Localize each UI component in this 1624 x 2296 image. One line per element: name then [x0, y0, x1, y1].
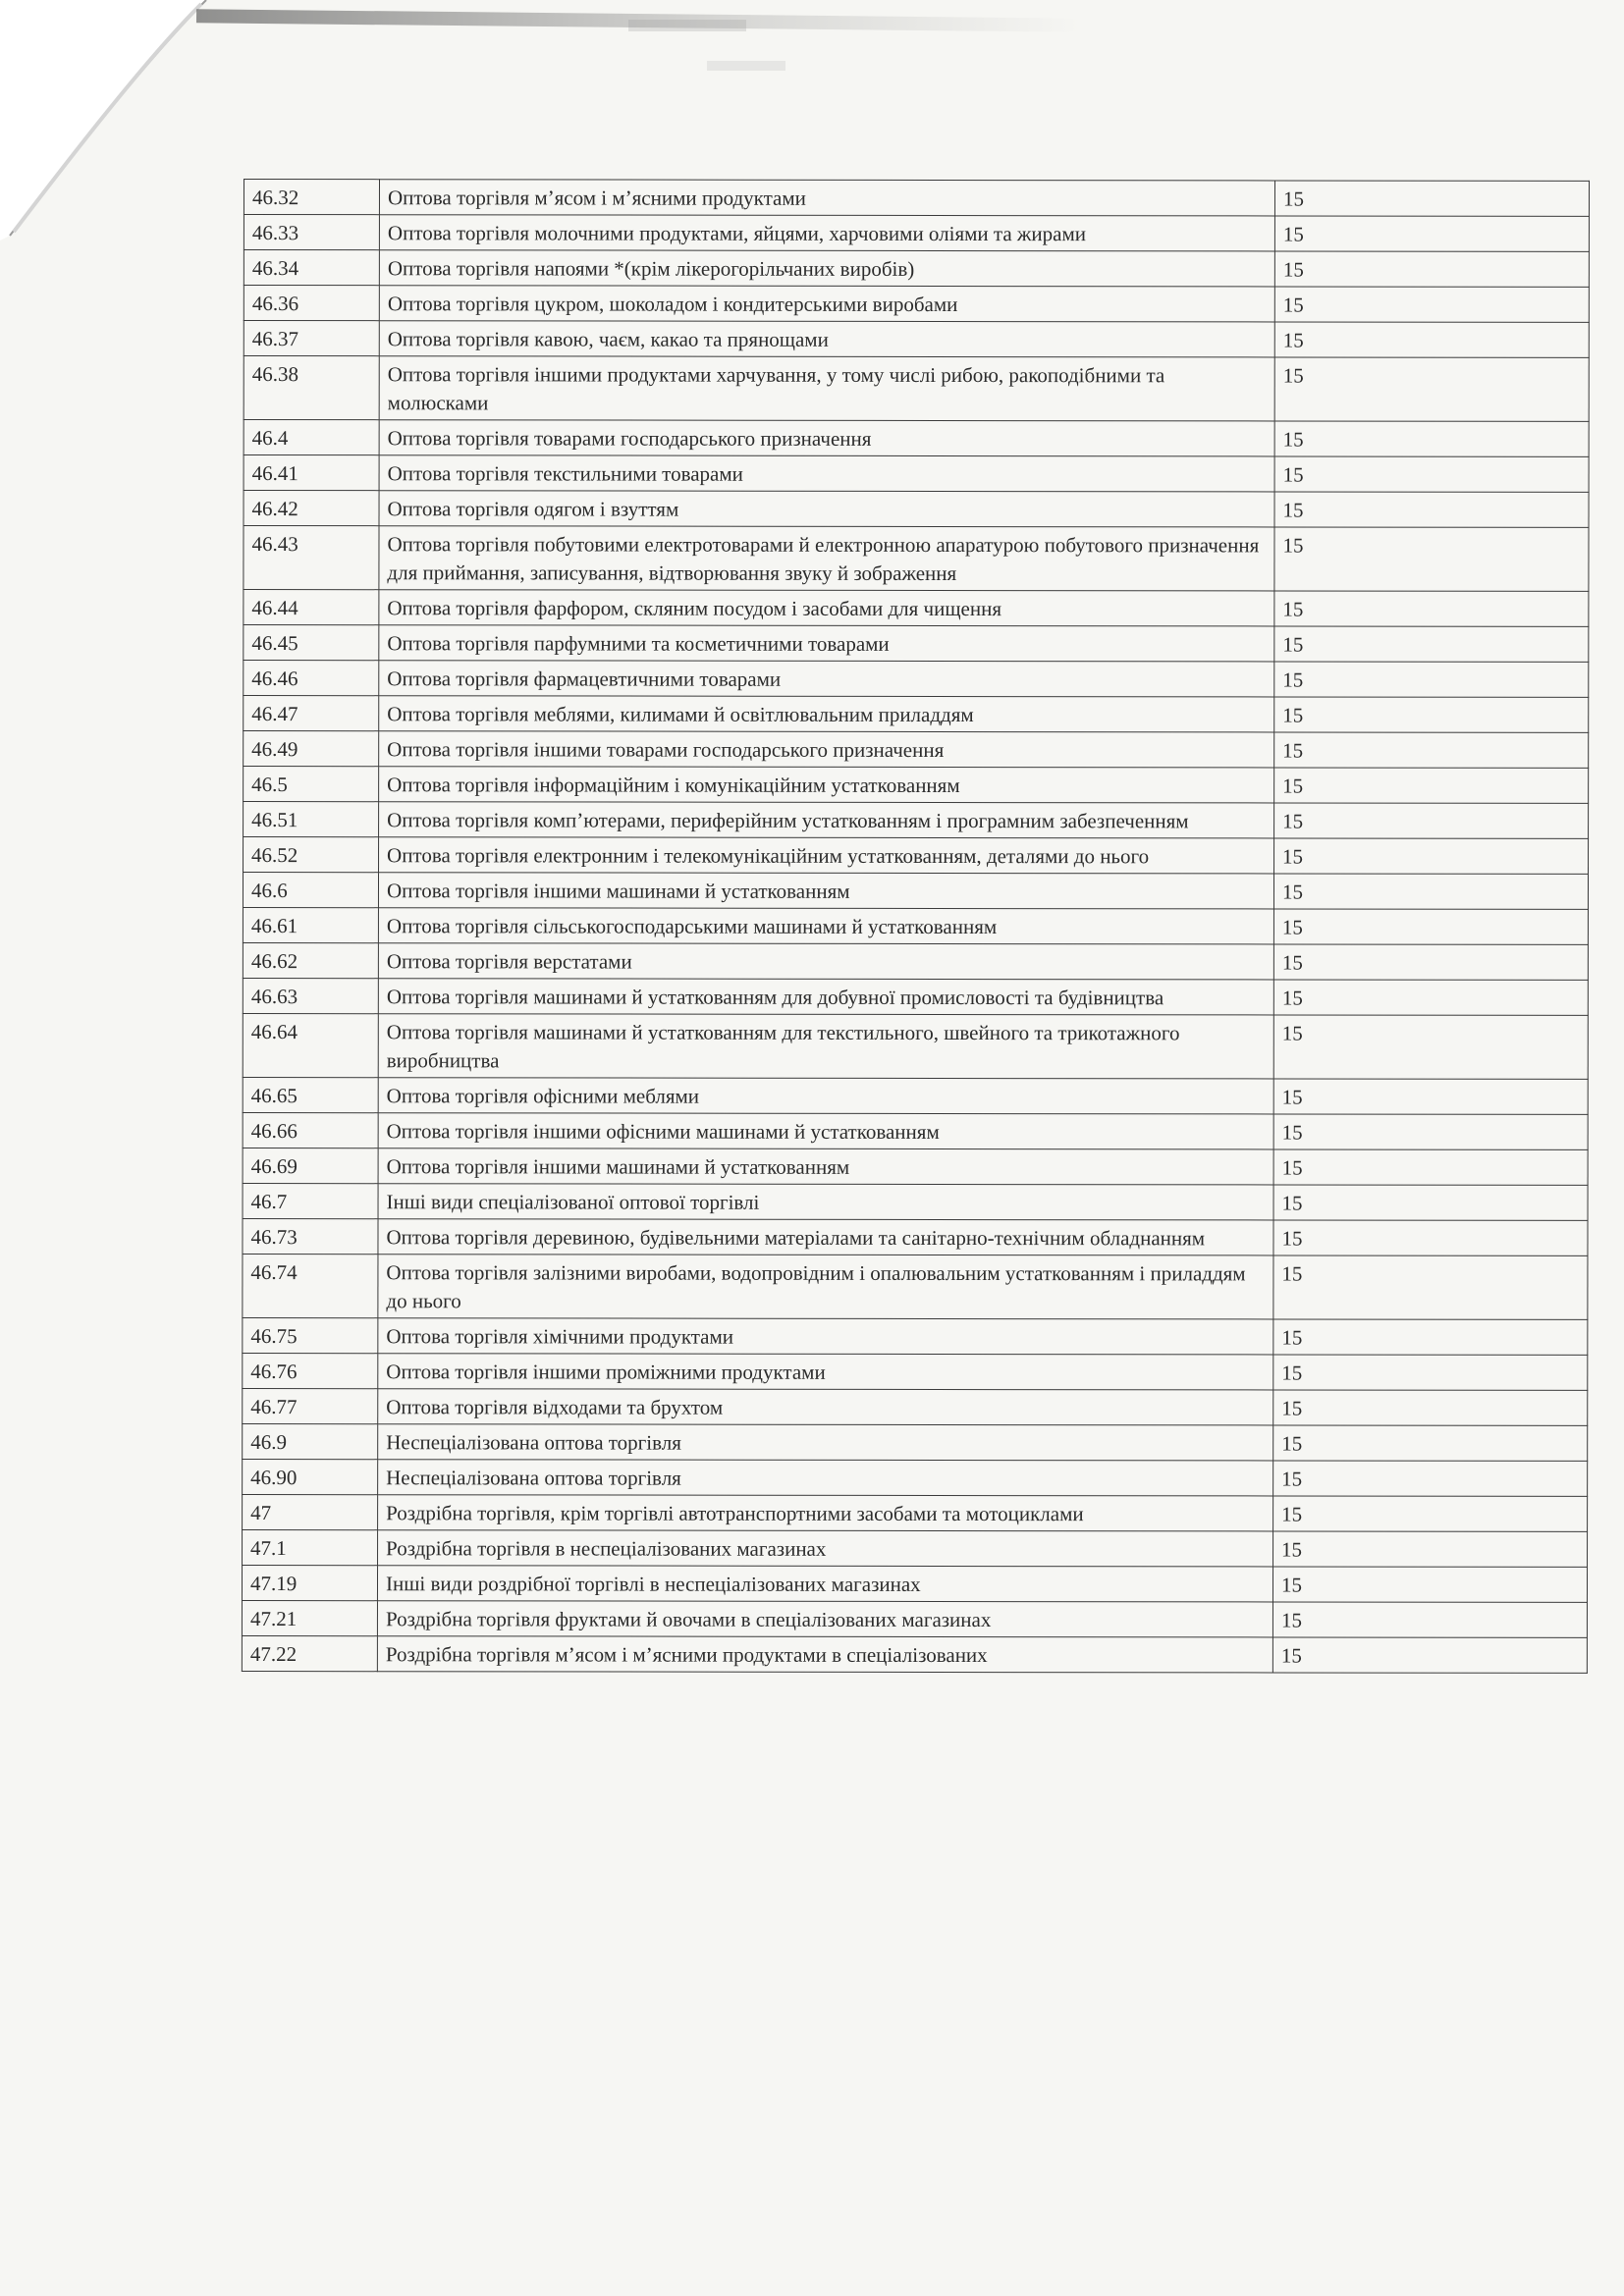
table-row — [243, 1112, 1588, 1149]
activity-name: Оптова торгівля текстильними товарами — [379, 455, 1274, 492]
activity-code: 46.63 — [243, 978, 378, 1013]
activity-name: Роздрібна торгівля в неспеціалізованих магазинах — [378, 1530, 1273, 1567]
activity-code: 46.4 — [244, 420, 379, 455]
activity-code: 46.61 — [243, 908, 378, 943]
rate-value: 15 — [1273, 1390, 1588, 1425]
activity-name: Оптова торгівля верстатами — [378, 943, 1273, 980]
activity-code: 46.73 — [243, 1218, 378, 1254]
activity-name: Оптова торгівля фарфором, скляним посудом і засобами для чищення — [379, 590, 1274, 626]
activity-code: 46.37 — [244, 321, 379, 356]
table-row — [244, 837, 1589, 875]
activity-name: Оптова торгівля офісними меблями — [378, 1078, 1273, 1114]
faint-header-mark-2 — [707, 61, 785, 71]
table-row — [244, 590, 1589, 627]
activity-name: Оптова торгівля іншими товарами господарського призначення — [379, 731, 1274, 768]
activity-name: Оптова торгівля одягом і взуттям — [379, 491, 1274, 527]
table-row — [244, 767, 1589, 804]
activity-code: 46.41 — [244, 455, 379, 491]
activity-name: Оптова торгівля деревиною, будівельними матеріалами та санітарно-технічним обладнанням — [378, 1219, 1273, 1255]
activity-code: 46.5 — [244, 767, 379, 802]
activity-code: 46.36 — [244, 286, 379, 321]
table-row — [242, 1600, 1587, 1637]
faint-header-mark — [628, 20, 746, 31]
activity-code: 46.32 — [244, 180, 379, 215]
rate-value: 15 — [1273, 1185, 1588, 1220]
activity-code: 46.6 — [243, 873, 378, 908]
table-row — [244, 455, 1589, 493]
activity-code: 46.66 — [243, 1112, 378, 1148]
table-row — [243, 1254, 1588, 1319]
activity-code: 46.43 — [244, 526, 379, 590]
rate-value: 15 — [1274, 768, 1589, 803]
activity-name: Оптова торгівля іншими продуктами харчування, у тому числі рибою, ракоподібними та молюсками — [379, 356, 1274, 421]
rate-value: 15 — [1274, 251, 1589, 287]
table-row — [243, 978, 1588, 1015]
rate-value: 15 — [1273, 1015, 1588, 1079]
table-row — [243, 1183, 1588, 1220]
activity-code: 46.69 — [243, 1148, 378, 1183]
activity-name: Оптова торгівля фармацевтичними товарами — [379, 661, 1274, 697]
table-row — [244, 802, 1589, 839]
rate-value: 15 — [1273, 1114, 1588, 1149]
rate-value: 15 — [1272, 1567, 1587, 1602]
activity-name: Оптова торгівля іншими машинами й устаткованням — [378, 1148, 1273, 1185]
activity-code: 47.1 — [243, 1529, 378, 1565]
rate-value: 15 — [1273, 1496, 1588, 1531]
table-row — [244, 420, 1589, 457]
rate-value: 15 — [1274, 287, 1589, 322]
activity-code: 47 — [243, 1494, 378, 1529]
rate-value: 15 — [1273, 1079, 1588, 1114]
table-row — [243, 1388, 1588, 1425]
rate-value: 15 — [1274, 492, 1589, 527]
rate-value: 15 — [1272, 1637, 1587, 1673]
rate-value: 15 — [1273, 1461, 1588, 1496]
activity-code: 46.9 — [243, 1423, 378, 1459]
activity-code: 46.52 — [244, 837, 379, 873]
table-row — [242, 1565, 1587, 1602]
table-row — [242, 1635, 1587, 1673]
table-row — [244, 526, 1589, 592]
activity-code: 46.51 — [244, 802, 379, 837]
rate-value: 15 — [1274, 322, 1589, 357]
table-row — [243, 908, 1588, 945]
table-row — [243, 1423, 1588, 1461]
rate-value: 15 — [1274, 803, 1589, 838]
table-row — [243, 873, 1588, 910]
activity-name: Роздрібна торгівля, крім торгівлі автотранспортними засобами та мотоциклами — [378, 1495, 1273, 1531]
activity-name: Роздрібна торгівля фруктами й овочами в спеціалізованих магазинах — [377, 1601, 1272, 1637]
activity-code: 46.46 — [244, 661, 379, 696]
rate-value: 15 — [1273, 1319, 1588, 1355]
activity-name: Оптова торгівля хімічними продуктами — [378, 1318, 1273, 1355]
activity-code: 46.49 — [244, 731, 379, 767]
activity-name: Оптова торгівля сільськогосподарськими машинами й устаткованням — [378, 908, 1273, 944]
rate-value: 15 — [1274, 216, 1589, 251]
table-row — [244, 356, 1589, 422]
rate-value: 15 — [1273, 874, 1588, 909]
table-row — [244, 215, 1589, 252]
rate-value: 15 — [1274, 357, 1589, 421]
table-row — [243, 1218, 1588, 1255]
activity-codes-table — [242, 179, 1590, 1674]
rate-value: 15 — [1274, 527, 1589, 591]
activity-name: Оптова торгівля відходами та брухтом — [378, 1389, 1273, 1425]
activity-name: Оптова торгівля машинами й устаткованням для текстильного, швейного та трикотажного виробництва — [378, 1014, 1273, 1079]
activity-code: 46.34 — [244, 250, 379, 286]
rate-value: 15 — [1272, 1602, 1587, 1637]
activity-code: 47.21 — [242, 1600, 377, 1635]
activity-name: Оптова торгівля напоями *(крім лікерогорільчаних виробів) — [379, 250, 1274, 287]
activity-name: Оптова торгівля цукром, шоколадом і кондитерськими виробами — [379, 286, 1274, 322]
rate-value: 15 — [1274, 732, 1589, 768]
activity-name: Оптова торгівля парфумними та косметичними товарами — [379, 625, 1274, 662]
rate-value: 15 — [1273, 1149, 1588, 1185]
activity-name: Оптова торгівля побутовими електротоварами й електронною апаратурою побутового призначення для приймання, записування, відтворювання звуку й зображення — [379, 526, 1274, 591]
rate-value: 15 — [1273, 1531, 1588, 1567]
activity-code: 47.22 — [242, 1635, 377, 1671]
table-row — [243, 1494, 1588, 1531]
table-row — [243, 1529, 1588, 1567]
table-row — [243, 942, 1588, 980]
table-row — [244, 625, 1589, 663]
activity-code: 46.33 — [244, 215, 379, 250]
activity-code: 46.74 — [243, 1254, 378, 1317]
rate-value: 15 — [1274, 181, 1589, 216]
table-row — [244, 250, 1589, 288]
activity-code: 46.44 — [244, 590, 379, 625]
rate-value: 15 — [1274, 697, 1589, 732]
activity-name: Інші види роздрібної торгівлі в неспеціалізованих магазинах — [377, 1566, 1272, 1602]
activity-name: Оптова торгівля іншими офісними машинами й устаткованням — [378, 1113, 1273, 1149]
table-row — [243, 1077, 1588, 1114]
activity-name: Неспеціалізована оптова торгівля — [378, 1424, 1273, 1461]
activity-name: Оптова торгівля товарами господарського призначення — [379, 420, 1274, 456]
activity-code: 46.90 — [243, 1459, 378, 1494]
activity-name: Оптова торгівля машинами й устаткованням для добувної промисловості та будівництва — [378, 979, 1273, 1015]
rate-value: 15 — [1274, 626, 1589, 662]
activity-code: 46.38 — [244, 356, 379, 420]
activity-name: Оптова торгівля залізними виробами, водопровідним і опалювальним устаткованням і приладдям до нього — [378, 1255, 1273, 1319]
rate-value: 15 — [1273, 909, 1588, 944]
activity-code: 46.76 — [243, 1353, 378, 1388]
activity-name: Оптова торгівля меблями, килимами й освітлювальним приладдям — [379, 696, 1274, 732]
rate-value: 15 — [1274, 662, 1589, 697]
activity-code: 46.65 — [243, 1077, 378, 1112]
activity-code: 46.64 — [243, 1013, 378, 1077]
activity-code: 46.75 — [243, 1317, 378, 1353]
activity-name: Оптова торгівля інформаційним і комунікаційним устаткованням — [379, 767, 1274, 803]
activity-name: Оптова торгівля молочними продуктами, яйцями, харчовими оліями та жирами — [379, 215, 1274, 251]
activity-code: 46.45 — [244, 625, 379, 661]
table-row — [244, 286, 1589, 323]
table-row — [244, 731, 1589, 769]
activity-name: Оптова торгівля іншими машинами й устаткованням — [378, 873, 1273, 909]
rate-value: 15 — [1273, 1425, 1588, 1461]
activity-name: Оптова торгівля іншими проміжними продуктами — [378, 1354, 1273, 1390]
table-row — [244, 696, 1589, 733]
rate-value: 15 — [1273, 1255, 1588, 1319]
table-row — [243, 1459, 1588, 1496]
activity-code: 46.7 — [243, 1183, 378, 1218]
table-row — [244, 321, 1589, 358]
activity-name: Оптова торгівля комп’ютерами, периферійним устаткованням і програмним забезпеченням — [379, 802, 1274, 838]
table-body — [242, 180, 1589, 1674]
activity-name: Оптова торгівля м’ясом і м’ясними продуктами — [379, 180, 1274, 216]
rate-value: 15 — [1273, 1220, 1588, 1255]
activity-code: 46.77 — [243, 1388, 378, 1423]
table-row — [243, 1353, 1588, 1390]
table-row — [244, 180, 1589, 217]
table-row — [244, 491, 1589, 528]
activity-name: Неспеціалізована оптова торгівля — [378, 1460, 1273, 1496]
activity-name: Інші види спеціалізованої оптової торгівлі — [378, 1184, 1273, 1220]
rate-value: 15 — [1273, 980, 1588, 1015]
activity-code: 47.19 — [242, 1565, 377, 1600]
activity-name: Оптова торгівля кавою, чаєм, какао та прянощами — [379, 321, 1274, 357]
rate-value: 15 — [1274, 591, 1589, 626]
table-row — [244, 661, 1589, 698]
rate-value: 15 — [1274, 456, 1589, 492]
activity-name: Оптова торгівля електронним і телекомунікаційним устаткованням, деталями до нього — [379, 837, 1274, 874]
activity-name: Роздрібна торгівля м’ясом і м’ясними продуктами в спеціалізованих — [377, 1636, 1272, 1673]
rate-value: 15 — [1273, 944, 1588, 980]
rate-value: 15 — [1274, 421, 1589, 456]
activity-code: 46.62 — [243, 942, 378, 978]
folded-corner — [0, 0, 226, 255]
table-row — [243, 1013, 1588, 1079]
rate-value: 15 — [1273, 1355, 1588, 1390]
activity-code: 46.42 — [244, 491, 379, 526]
table-row — [243, 1148, 1588, 1185]
rate-value: 15 — [1274, 838, 1589, 874]
table-row — [243, 1317, 1588, 1355]
activity-code: 46.47 — [244, 696, 379, 731]
